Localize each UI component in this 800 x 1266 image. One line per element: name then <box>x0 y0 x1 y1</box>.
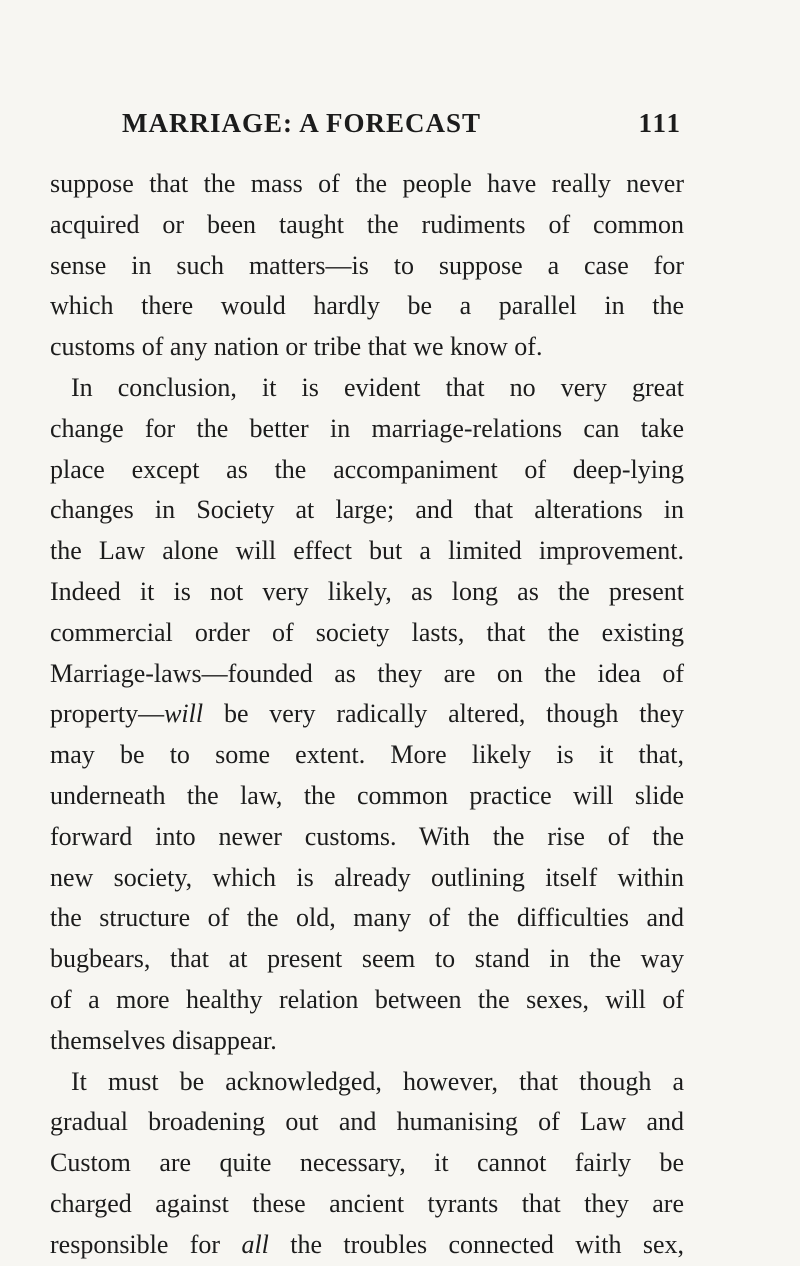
text-line: underneath the law, the common practice will slide <box>50 780 684 810</box>
italic-emphasis: all <box>241 1229 269 1259</box>
paragraph-start-line: It must be acknowledged, however, that though a <box>71 1066 684 1096</box>
text-line: new society, which is already outlining itself within <box>50 862 684 892</box>
page-number: 111 <box>638 108 682 138</box>
text-line: Custom are quite necessary, it cannot fairly be <box>50 1148 684 1178</box>
text-line: suppose that the mass of the people have really never <box>50 169 684 198</box>
text-line: Indeed it is not very likely, as long as the present <box>50 576 684 606</box>
text-line: which there would hardly be a parallel in the <box>50 291 684 321</box>
text-line: bugbears, that at present seem to stand in the way <box>50 944 684 974</box>
text-line: customs of any nation or tribe that we know of. <box>50 332 543 362</box>
text-line: change for the better in marriage-relations can take <box>50 413 684 443</box>
text-line: the structure of the old, many of the difficulties and <box>50 903 684 933</box>
text-line: of a more healthy relation between the sexes, will of <box>50 984 684 1014</box>
text-line: responsible for all the troubles connected with sex, <box>50 1229 684 1259</box>
text-line: Marriage-laws—founded as they are on the idea of <box>50 658 684 688</box>
body-text <box>50 164 684 1266</box>
text-line: sense in such matters—is to suppose a case for <box>50 250 684 280</box>
text-line: property—will be very radically altered, though they <box>50 699 684 729</box>
running-head-title: MARRIAGE: A FORECAST <box>122 108 482 138</box>
italic-emphasis: will <box>164 699 204 729</box>
running-head <box>122 108 682 144</box>
text-line: the Law alone will effect but a limited improvement. <box>50 536 684 566</box>
text-line: place except as the accompaniment of deep-lying <box>50 454 684 484</box>
text-line: commercial order of society lasts, that the existing <box>50 617 684 647</box>
text-line: gradual broadening out and humanising of Law and <box>50 1107 684 1137</box>
text-line: forward into newer customs. With the rise of the <box>50 821 684 851</box>
paragraph-start-line: In conclusion, it is evident that no very great <box>71 372 684 402</box>
text-line: may be to some extent. More likely is it that, <box>50 740 684 770</box>
text-line: acquired or been taught the rudiments of common <box>50 209 684 239</box>
text-line: themselves disappear. <box>50 1025 277 1055</box>
text-line: charged against these ancient tyrants that they are <box>50 1188 684 1218</box>
text-line: changes in Society at large; and that alterations in <box>50 495 684 525</box>
